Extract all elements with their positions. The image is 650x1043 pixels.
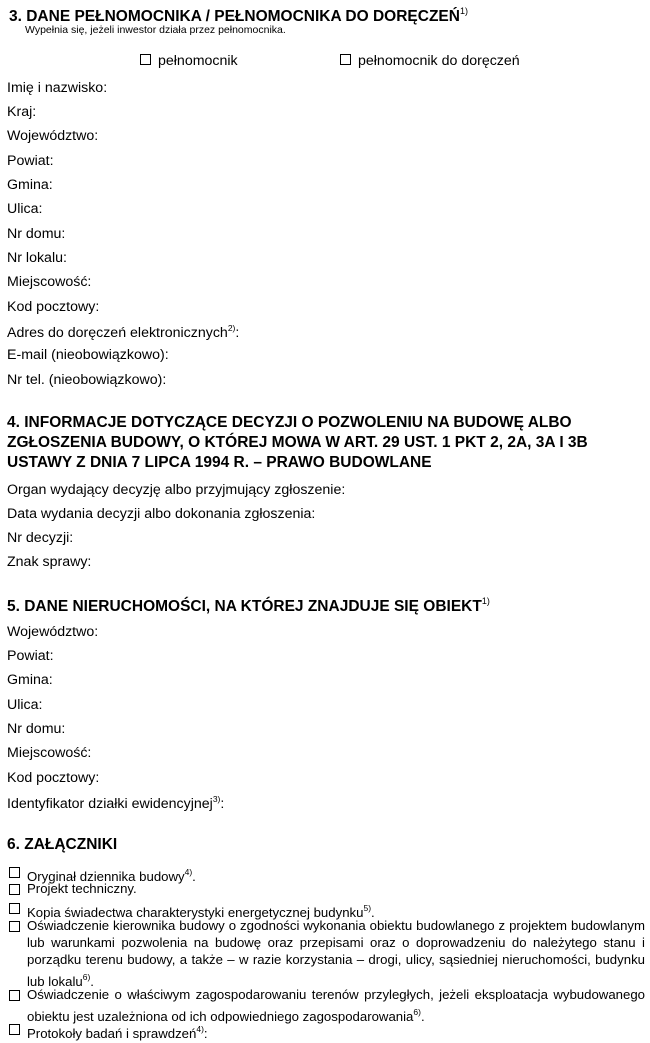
field-label-name: Imię i nazwisko: <box>7 80 108 96</box>
attachment-item-technical-design[interactable]: Projekt techniczny. <box>9 881 645 898</box>
field-label-apartment-no: Nr lokalu: <box>7 250 67 266</box>
attachment-item-energy-certificate[interactable]: Kopia świadectwa charakterystyki energetycznej budynku$^{5)}$. <box>9 900 645 922</box>
footnote-ref: 2) <box>227 323 236 333</box>
attachment-item-construction-log[interactable]: Oryginał dziennika budowy$^{4)}$. <box>9 864 645 886</box>
property-label-locality: Miejscowość: <box>7 745 92 761</box>
footnote-ref: 6) <box>82 971 91 982</box>
field-label-street: Ulica: <box>7 201 43 217</box>
section-3-note: Wypełnia się, jeżeli inwestor działa przez pełnomocnika. <box>25 24 286 36</box>
property-label-commune: Gmina: <box>7 672 53 688</box>
field-label-issuing-authority: Organ wydający decyzję albo przyjmujący zgłoszenie: <box>7 482 346 498</box>
checkbox-pelnomocnik[interactable]: pełnomocnik <box>140 53 238 69</box>
checkbox-pelnomocnik-do-doreczen[interactable]: pełnomocnik do doręczeń <box>340 53 520 69</box>
checkbox-icon <box>140 54 151 65</box>
footnote-ref: 1) <box>459 6 468 16</box>
field-label-voivodeship: Województwo: <box>7 128 99 144</box>
field-label-email: E-mail (nieobowiązkowo): <box>7 347 169 363</box>
property-label-plot-id: Identyfikator działki ewidencyjnej$^{3)}$: <box>7 794 225 812</box>
attachment-item-adjacent-land-statement[interactable]: Oświadczenie o właściwym zagospodarowaniu terenów przyległych, jeżeli eksploatacja wybudowanego obiektu jest uzależniona od ich odpowiedniego zagospodarowania$^{6)}$. <box>9 987 645 1026</box>
field-label-county: Powiat: <box>7 153 54 169</box>
section-3-title: 3. DANE PEŁNOMOCNIKA / PEŁNOMOCNIKA DO DORĘCZEŃ$^{1)}$ <box>9 6 468 25</box>
field-label-case-ref: Znak sprawy: <box>7 554 92 570</box>
footnote-ref: 6) <box>413 1006 421 1017</box>
footnote-ref: 1) <box>481 596 490 606</box>
checkbox-icon <box>9 867 20 878</box>
section-5-title: 5. DANE NIERUCHOMOŚCI, NA KTÓREJ ZNAJDUJE SIĘ OBIEKT$^{1)}$ <box>7 596 490 615</box>
field-label-decision-no: Nr decyzji: <box>7 530 74 546</box>
property-label-voivodeship: Województwo: <box>7 624 99 640</box>
section-4-title-line-2: ZGŁOSZENIA BUDOWY, O KTÓREJ MOWA W ART. 29 UST. 1 PKT 2, 2A, 3A I 3B <box>7 434 588 451</box>
field-label-country: Kraj: <box>7 104 37 120</box>
checkbox-icon <box>9 921 20 932</box>
attachment-item-test-reports[interactable]: Protokoły badań i sprawdzeń$^{4)}$: <box>9 1021 645 1043</box>
property-label-house-no: Nr domu: <box>7 721 66 737</box>
property-label-postal-code: Kod pocztowy: <box>7 770 100 786</box>
field-label-postal-code: Kod pocztowy: <box>7 299 100 315</box>
checkbox-icon <box>340 54 351 65</box>
property-label-county: Powiat: <box>7 648 54 664</box>
attachment-item-site-manager-statement[interactable]: Oświadczenie kierownika budowy o zgodności wykonania obiektu budowlanego z projektem budowlanym lub warunkami pozwolenia na budowę oraz przepisami oraz o doprowadzeniu do należytego stanu i porządku terenu budowy, a także – w razie korzystania – drogi, ulicy, sąsiedniej nieruchomości, budynku lub lokalu$^{6)}$. <box>9 918 645 991</box>
checkbox-icon <box>9 903 20 914</box>
field-label-e-delivery-address: Adres do doręczeń elektronicznych$^{2)}$: <box>7 323 240 341</box>
section-6-title: 6. ZAŁĄCZNIKI <box>7 836 118 853</box>
checkbox-icon <box>9 1024 20 1035</box>
field-label-decision-date: Data wydania decyzji albo dokonania zgłoszenia: <box>7 506 316 522</box>
footnote-ref: 5) <box>363 903 372 913</box>
footnote-ref: 3) <box>212 794 221 804</box>
section-4-title-line-3: USTAWY Z DNIA 7 LIPCA 1994 R. – PRAWO BUDOWLANE <box>7 454 432 471</box>
section-4-title-line-1: 4. INFORMACJE DOTYCZĄCE DECYZJI O POZWOLENIU NA BUDOWĘ ALBO <box>7 414 572 431</box>
field-label-phone: Nr tel. (nieobowiązkowo): <box>7 372 167 388</box>
checkbox-icon <box>9 990 20 1001</box>
field-label-locality: Miejscowość: <box>7 274 92 290</box>
footnote-ref: 4) <box>196 1024 204 1034</box>
checkbox-icon <box>9 884 20 895</box>
field-label-commune: Gmina: <box>7 177 53 193</box>
footnote-ref: 4) <box>184 867 193 877</box>
field-label-house-no: Nr domu: <box>7 226 66 242</box>
property-label-street: Ulica: <box>7 697 43 713</box>
